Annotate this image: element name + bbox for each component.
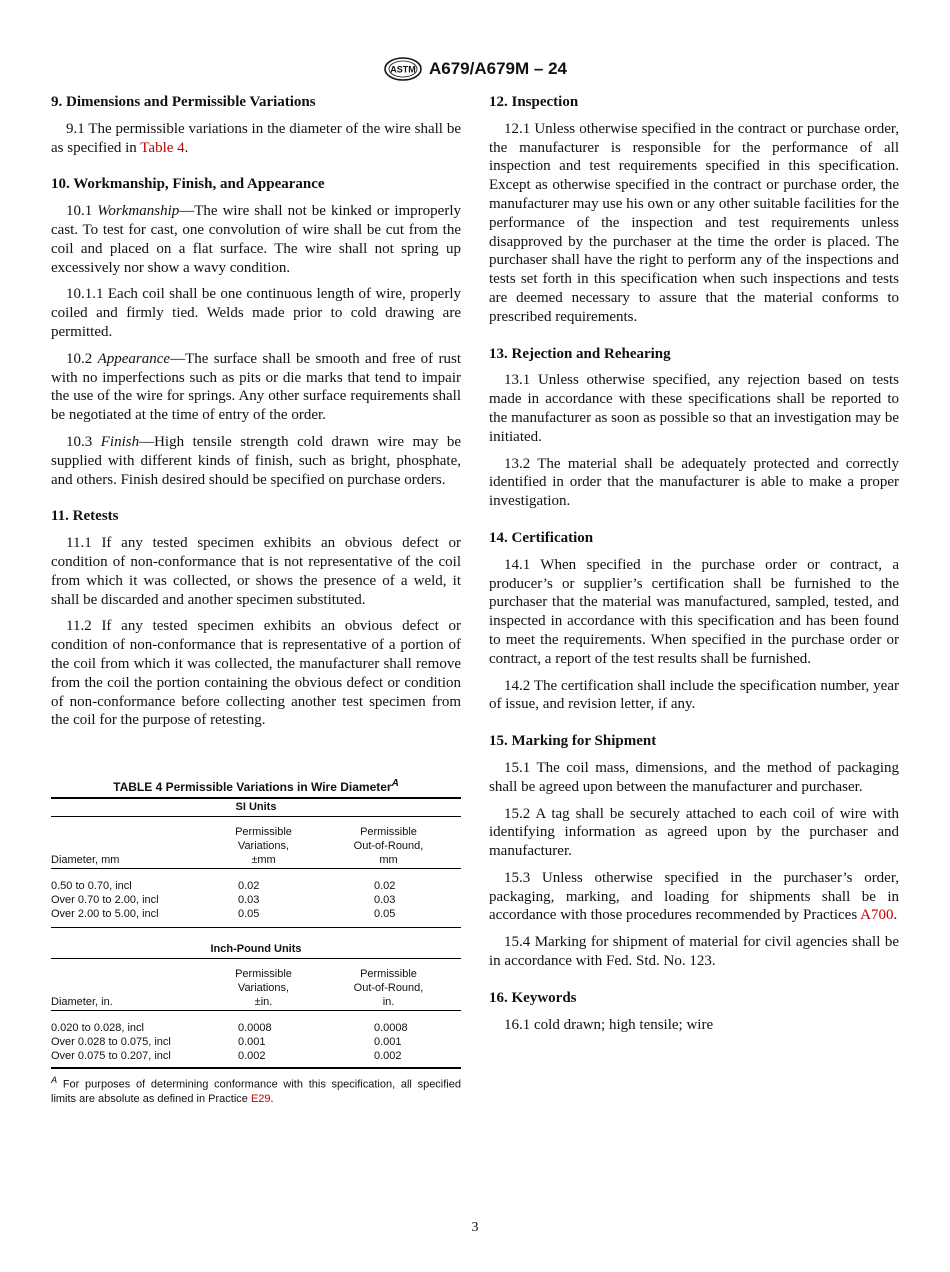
si-units-heading: SI Units bbox=[235, 801, 277, 813]
para-16-1: 16.1 cold drawn; high tensile; wire bbox=[504, 1016, 714, 1033]
a700-link[interactable]: A700 bbox=[860, 907, 894, 924]
page-number: 3 bbox=[471, 1220, 479, 1235]
para-11-2: 11.2 If any tested specimen exhibits an obvious defect or condition of non-conformance that is representative of a portion of the coil from which it was collected, the manufacturer shall remove from the coil the portion containing the obvious defect or condition of non-conformance before collecting another test specimen from the coil for the purpose of retesting. bbox=[51, 618, 461, 729]
section-15-title: 15. Marking for Shipment bbox=[489, 733, 657, 750]
section-13-title: 13. Rejection and Rehearing bbox=[489, 345, 671, 362]
table-row: Over 2.00 to 5.00, incl 0.05 0.05 bbox=[51, 908, 396, 920]
para-13-1: 13.1 Unless otherwise specified, any rejection based on tests made in accordance with these specifications shall be reported to the manufacturer as soon as possible so that an investigation may be initiated. bbox=[489, 372, 899, 445]
ip-header-row bbox=[51, 959, 461, 1010]
table-row: Over 0.70 to 2.00, incl 0.03 0.03 bbox=[51, 894, 396, 906]
inch-pound-units-heading: Inch-Pound Units bbox=[210, 943, 302, 955]
table-4 bbox=[51, 777, 461, 1106]
table-row: 0.020 to 0.028, incl 0.0008 0.0008 bbox=[51, 1022, 408, 1034]
section-11-title: 11. Retests bbox=[51, 508, 119, 525]
para-10-1: 10.1 Workmanship—The wire shall not be kinked or improperly cast. To test for cast, one convolution of wire shall be cut from the coil and placed on a flat surface. The wire shall not spring up excessively nor show a wavy condition. bbox=[51, 203, 461, 276]
table-row: 0.50 to 0.70, incl 0.02 0.02 bbox=[51, 880, 396, 892]
para-10-2: 10.2 Appearance—The surface shall be smooth and free of rust with no imperfections such as pits or die marks that tend to impair the use of the wire for springs. Any other surface requirements shall be negotiated at the time of entry of the order. bbox=[51, 350, 461, 424]
section-10-title: 10. Workmanship, Finish, and Appearance bbox=[51, 176, 325, 193]
section-16-title: 16. Keywords bbox=[489, 989, 577, 1006]
ip-col-out-of-round: Permissible Out-of-Round, in. bbox=[353, 968, 424, 1008]
para-14-2: 14.2 The certification shall include the specification number, year of issue, and revision letter, if any. bbox=[489, 677, 899, 713]
e29-link[interactable]: E29 bbox=[250, 1092, 271, 1105]
astm-logo-icon bbox=[383, 56, 423, 82]
si-col-variations: Permissible Variations, ±mm bbox=[235, 826, 292, 866]
para-15-3: 15.3 Unless otherwise specified in the purchaser’s order, packaging, marking, and loading for shipments shall be in accordance with those procedures recommended by Practices A700. bbox=[489, 869, 899, 924]
para-9-1: 9.1 The permissible variations in the diameter of the wire shall be as specified in Table 4. bbox=[51, 120, 461, 156]
table-4-link[interactable]: Table 4 bbox=[140, 139, 185, 156]
para-10-3: 10.3 Finish—High tensile strength cold drawn wire may be supplied with different kinds of finish, such as bright, phosphate, and others. Finish desired should be specified on purchase orders. bbox=[51, 433, 461, 488]
si-header-row bbox=[51, 817, 461, 868]
para-13-2: 13.2 The material shall be adequately protected and correctly identified in order that the manufacturer is able to make a proper investigation. bbox=[489, 455, 899, 510]
svg-text:ASTM: ASTM bbox=[390, 64, 416, 75]
para-15-1: 15.1 The coil mass, dimensions, and the method of packaging shall be agreed upon between the manufacturer and purchaser. bbox=[489, 759, 899, 795]
table-4-footnote: $^A$ For purposes of determining conformance with this specification, all specified limits are absolute as defined in Practice E29. bbox=[51, 1075, 461, 1105]
section-14-title: 14. Certification bbox=[489, 529, 594, 546]
table-4-caption: TABLE 4 Permissible Variations in Wire Diameter$^A$ bbox=[113, 778, 399, 794]
para-11-1: 11.1 If any tested specimen exhibits an obvious defect or condition of non-conformance that is not representative of the coil from which it was collected, or shows the presence of a weld, it shall be discarded and another specimen substituted. bbox=[51, 535, 461, 608]
para-12-1: 12.1 Unless otherwise specified in the contract or purchase order, the manufacturer is responsible for the performance of all inspection and test requirements specified in this specification. Except as otherwise specified in the contract or purchase order, the manufacturer may use his own or any other suitable facilities for the performance of the inspection and test requirements unless disapproved by the purchaser at the time the order is placed. The purchaser shall have the right to perform any of the inspections and tests set forth in this specification when such inspections and tests are deemed necessary to assure that the material conforms to prescribed requirements. bbox=[489, 120, 899, 325]
section-9-title: 9. Dimensions and Permissible Variations bbox=[51, 94, 316, 110]
table-row: Over 0.028 to 0.075, incl 0.001 0.001 bbox=[51, 1036, 402, 1048]
ip-col-diameter: Diameter, in. bbox=[51, 996, 113, 1008]
si-col-diameter: Diameter, mm bbox=[51, 854, 120, 866]
page-header bbox=[0, 56, 950, 87]
right-column bbox=[489, 93, 899, 1042]
ip-col-variations: Permissible Variations, ±in. bbox=[235, 968, 292, 1008]
para-15-2: 15.2 A tag shall be securely attached to each coil of wire with identifying information as agreed upon by the purchaser and manufacturer. bbox=[489, 805, 899, 860]
left-column bbox=[51, 93, 461, 738]
para-10-1-1: 10.1.1 Each coil shall be one continuous length of wire, properly coiled and firmly tied. Welds made prior to cold drawing are permitted. bbox=[51, 286, 461, 340]
para-14-1: 14.1 When specified in the purchase order or contract, a producer’s or supplier’s certification shall be furnished to the purchaser that the material was manufactured, sampled, tested, and inspected in accordance with this specification and has been found to meet the requirements. When specified in the purchase order or contract, a report of the test results shall be furnished. bbox=[489, 556, 899, 667]
para-15-4: 15.4 Marking for shipment of material for civil agencies shall be in accordance with Fed. Std. No. 123. bbox=[489, 934, 899, 970]
si-col-out-of-round: Permissible Out-of-Round, mm bbox=[353, 826, 424, 866]
table-row: Over 0.075 to 0.207, incl 0.002 0.002 bbox=[51, 1050, 402, 1062]
section-12-title: 12. Inspection bbox=[489, 94, 579, 110]
document-code: A679/A679M – 24 bbox=[429, 59, 567, 78]
